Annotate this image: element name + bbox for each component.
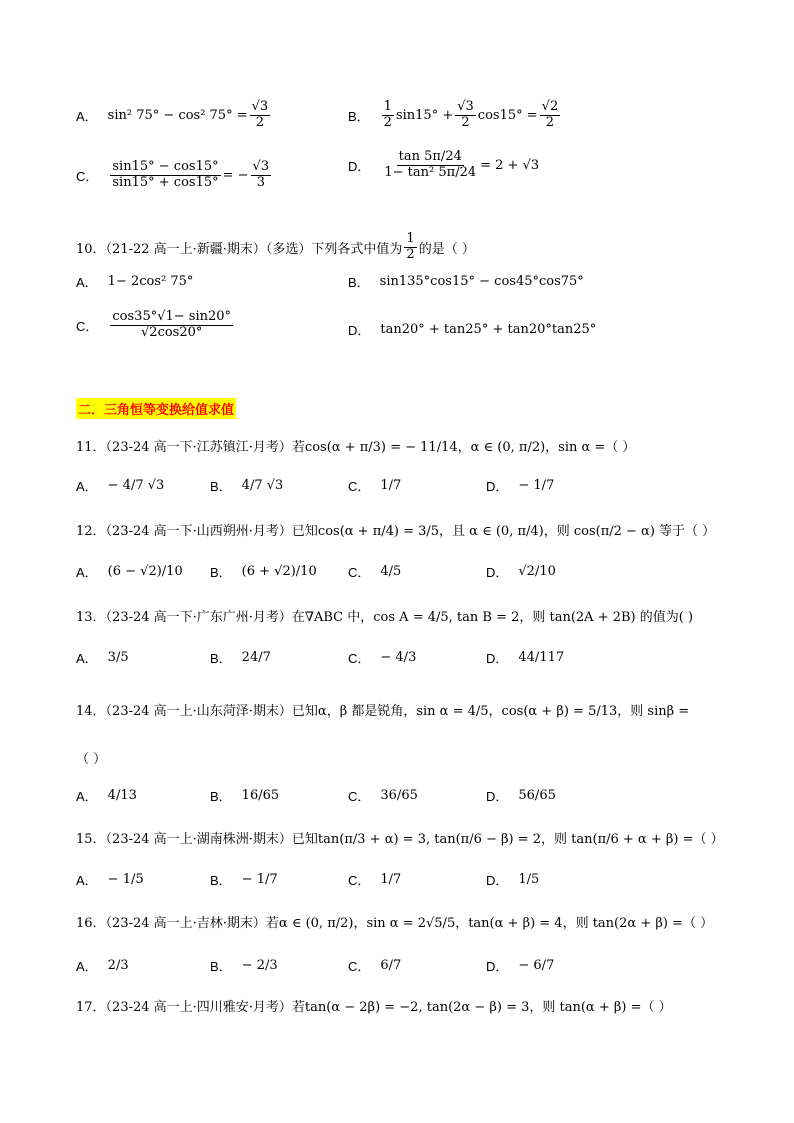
q11-option-c: C． 1/7 [348, 478, 402, 494]
q10-option-c: C． $\frac{\cos 35^\circ√1- \sin 20^\circ}{√2\cos 20^\circ}$ [76, 309, 232, 340]
q11-option-d: D． − 1/7 [486, 478, 555, 494]
q14-option-c: C． 36/65 [348, 788, 418, 804]
q12-stem: 12．（23-24 高一下·山西朔州·月考）已知 cos(α + π/4) = 3/5，且 α ∈ (0, π/4)，则 cos(π/2 − α) 等于（ ） [76, 524, 716, 539]
q16-option-d: D． − 6/7 [486, 958, 555, 974]
q9-a-fraction: $\frac{√3}{2}$ [251, 99, 269, 130]
q15-option-b: B． − 1/7 [210, 872, 278, 888]
q14-option-d: D． 56/65 [486, 788, 556, 804]
q16-option-a: A． 2/3 [76, 958, 129, 974]
q10-stem: 10．（21-22 高一上·新疆·期末）（多选）下列各式中值为 $\frac{1}{2}$ 的是（ ） [76, 231, 475, 262]
q15-option-a: A． − 1/5 [76, 872, 144, 888]
q9-option-a: A． sin² 75° − cos² 75° = $\frac{√3}{2}$ [76, 99, 269, 130]
q9-a-expr: sin² 75° − cos² 75° = [107, 107, 248, 123]
q12-option-b: B． (6 + √2)/10 [210, 564, 317, 580]
q12-option-a: A． (6 − √2)/10 [76, 564, 183, 580]
q10-option-d: D． tan20° + tan25° + tan20°tan25° [348, 322, 597, 338]
q11-option-b: B． 4/7 √3 [210, 478, 284, 494]
q13-option-b: B． 24/7 [210, 650, 271, 666]
q14-option-a: A． 4/13 [76, 788, 137, 804]
q15-option-d: D． 1/5 [486, 872, 540, 888]
q14-paren: （ ） [76, 752, 107, 767]
q16-option-b: B． − 2/3 [210, 958, 278, 974]
q11-stem: 11．（23-24 高一下·江苏镇江·月考）若 cos(α + π/3) = − 11/14，α ∈ (0, π/2)，sin α =（ ） [76, 440, 636, 455]
q12-option-d: D． √2/10 [486, 564, 556, 580]
q15-stem: 15．（23-24 高一上·湖南株洲·期末）已知 tan(π/3 + α) = 3, tan(π/6 − β) = 2，则 tan(π/6 + α + β) =（ ） [76, 832, 724, 847]
q14-stem: 14．（23-24 高一上·山东菏泽·期末）已知 α，β 都是锐角，sin α = 4/5，cos(α + β) = 5/13，则 sinβ = [76, 704, 690, 719]
q13-option-c: C． − 4/3 [348, 650, 417, 666]
q17-stem: 17．（23-24 高一上·四川雅安·月考）若 tan(α − 2β) = −2, tan(2α − β) = 3，则 tan(α + β) =（ ） [76, 1000, 672, 1015]
q13-stem: 13．（23-24 高一下·广东广州·月考）在 ∇ABC 中，cos A = 4/5, tan B = 2，则 tan(2A + 2B) 的值为( ) [76, 610, 694, 625]
q10-option-a: A． 1− 2cos² 75° [76, 274, 194, 290]
q15-option-c: C． 1/7 [348, 872, 402, 888]
q10-option-b: B． sin135°cos15° − cos45°cos75° [348, 274, 584, 290]
q12-option-c: C． 4/5 [348, 564, 402, 580]
q11-option-a: A． − 4/7 √3 [76, 478, 165, 494]
q9-option-b: B． $\frac{1}{2}$ sin15° + $\frac{√3}{2}$ cos15° = $\frac{√2}{2}$ [348, 99, 559, 130]
q14-option-b: B． 16/65 [210, 788, 280, 804]
q16-option-c: C． 6/7 [348, 958, 402, 974]
q16-stem: 16．（23-24 高一上·吉林·期末）若 α ∈ (0, π/2)，sin α = 2√5/5，tan(α + β) = 4，则 tan(2α + β) =（ ） [76, 916, 714, 931]
q9-option-c: C． $\frac{\sin 15^\circ - \cos 15^\circ}{\sin 15^\circ + \cos 15^\circ}$ = − $\frac{√3}{3}$ [76, 159, 270, 190]
q13-option-d: D． 44/117 [486, 650, 565, 666]
q13-option-a: A． 3/5 [76, 650, 129, 666]
q9-option-d: D． $\frac{\tan 5\pi/24}{\text{1− tan² 5π/24}}$ = 2 + √3 [348, 149, 540, 180]
section-title: 二．三角恒等变换给值求值 [76, 398, 236, 419]
